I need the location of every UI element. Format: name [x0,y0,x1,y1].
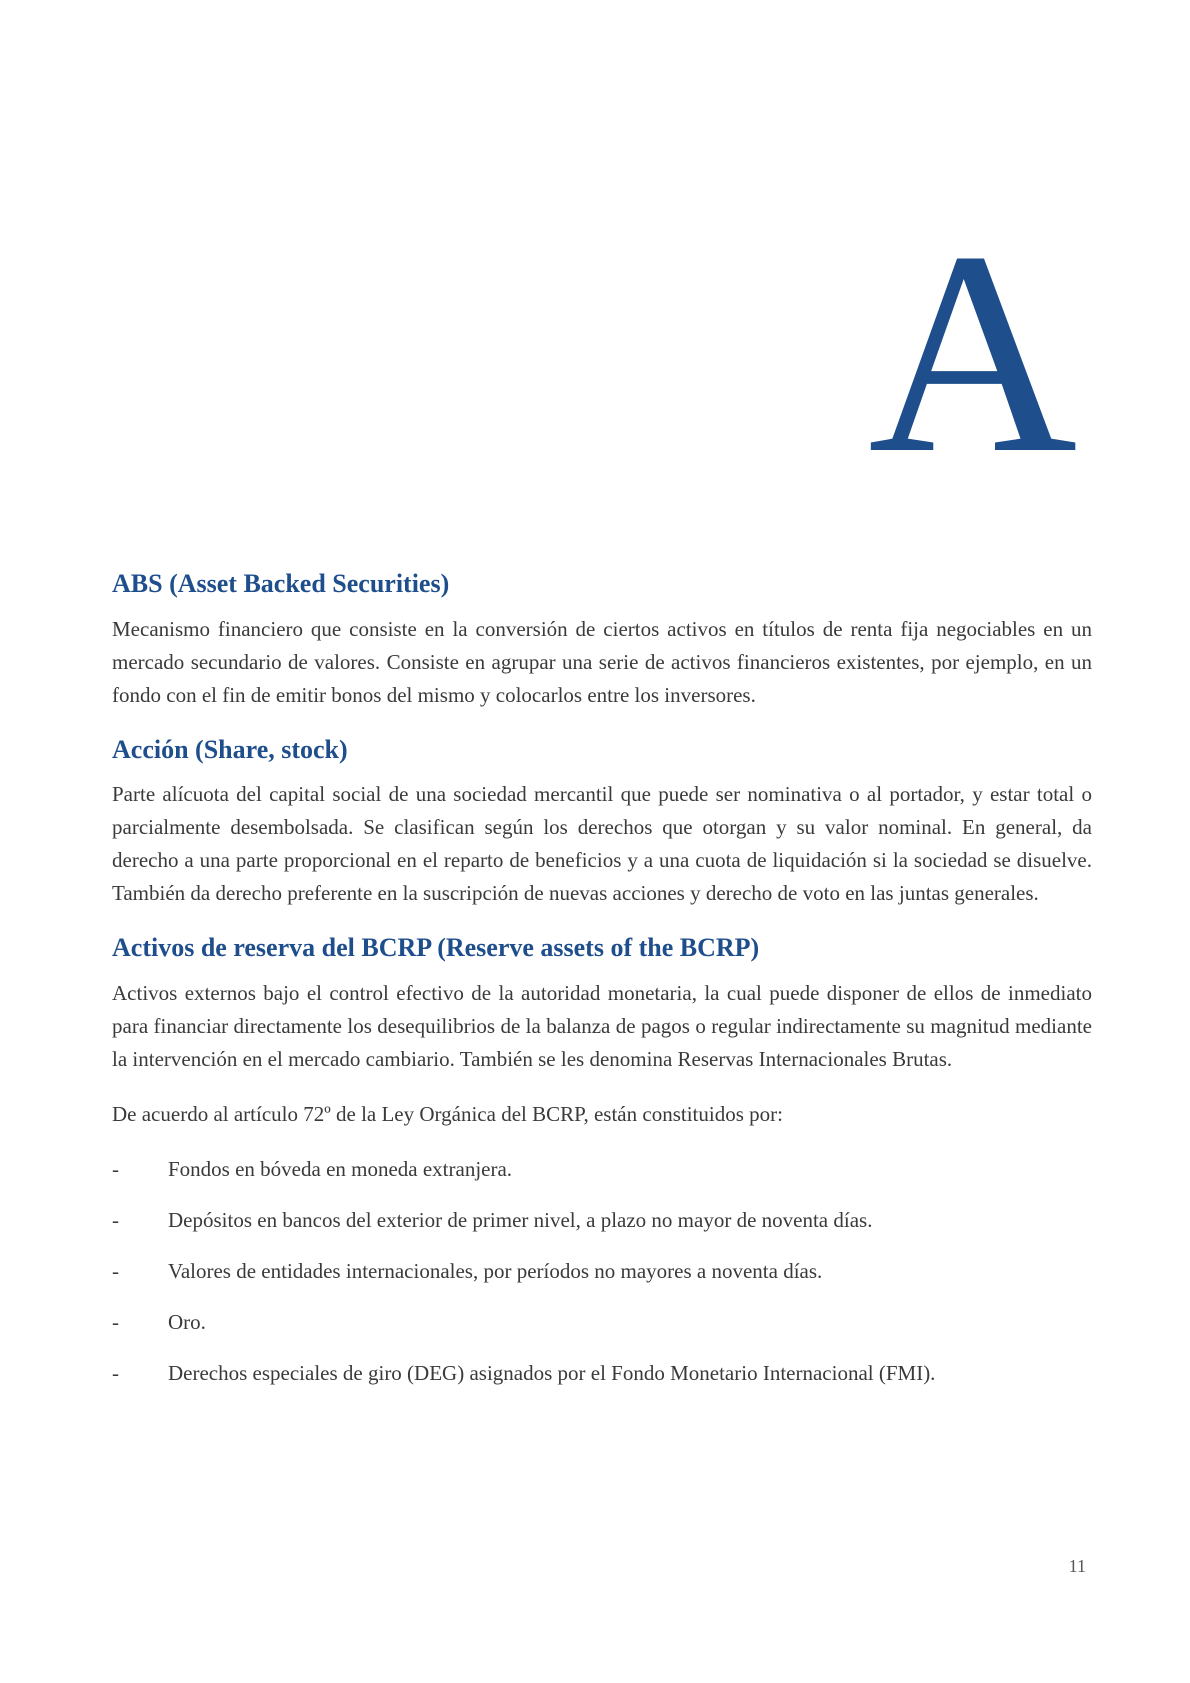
list-item [112,1357,1092,1390]
glossary-entry-activos-reserva [112,932,1092,1390]
bullet-dash: - [112,1258,119,1283]
chapter-letter: A [868,192,1078,513]
list-item-text: Fondos en bóveda en moneda extranjera. [168,1156,513,1181]
page-number: 11 [1068,1556,1086,1576]
bullet-dash: - [112,1156,119,1181]
glossary-content [112,568,1092,1410]
list-item [112,1204,1092,1237]
term-definition: Mecanismo financiero que consiste en la conversión de ciertos activos en títulos de renta fija negociables en un mercado secundario de valores. Consiste en agrupar una serie de activos financieros existentes, por ejemplo, en un fondo con el fin de emitir bonos del mismo y colocarlos entre los inversores. [112,616,1092,707]
list-item-text: Oro. [168,1309,206,1334]
list-item [112,1255,1092,1288]
list-item-text: Depósitos en bancos del exterior de primer nivel, a plazo no mayor de noventa días. [168,1207,873,1232]
glossary-entry-accion [112,734,1092,911]
term-title: Activos de reserva del BCRP (Reserve assets of the BCRP) [112,933,760,962]
term-definition: Activos externos bajo el control efectivo de la autoridad monetaria, la cual puede disponer de ellos de inmediato para financiar directamente los desequilibrios de la balanza de pagos o regular indirectamente su magnitud mediante la intervención en el mercado cambiario. También se les denomina Reservas Internacionales Brutas. [112,980,1092,1071]
list-item [112,1306,1092,1339]
term-title: ABS (Asset Backed Securities) [112,569,450,598]
term-title: Acción (Share, stock) [112,734,348,764]
list-item [112,1153,1092,1186]
bullet-dash: - [112,1360,119,1385]
reserve-assets-list [112,1153,1092,1390]
bullet-dash: - [112,1207,119,1232]
term-definition-intro: De acuerdo al artículo 72º de la Ley Orgánica del BCRP, están constituidos por: [112,1101,783,1126]
list-item-text: Valores de entidades internacionales, por períodos no mayores a noventa días. [168,1258,823,1283]
list-item-text: Derechos especiales de giro (DEG) asignados por el Fondo Monetario Internacional (FMI). [168,1360,936,1385]
term-definition: Parte alícuota del capital social de una sociedad mercantil que puede ser nominativa o al portador, y estar total o parcialmente desembolsada. Se clasifican según los derechos que otorgan y su valor nominal. En general, da derecho a una parte proporcional en el reparto de beneficios y a una cuota de liquidación si la sociedad se disuelve. También da derecho preferente en la suscripción de nuevas acciones y derecho de voto en las juntas generales. [112,782,1092,905]
glossary-entry-abs [112,568,1092,712]
bullet-dash: - [112,1309,119,1334]
